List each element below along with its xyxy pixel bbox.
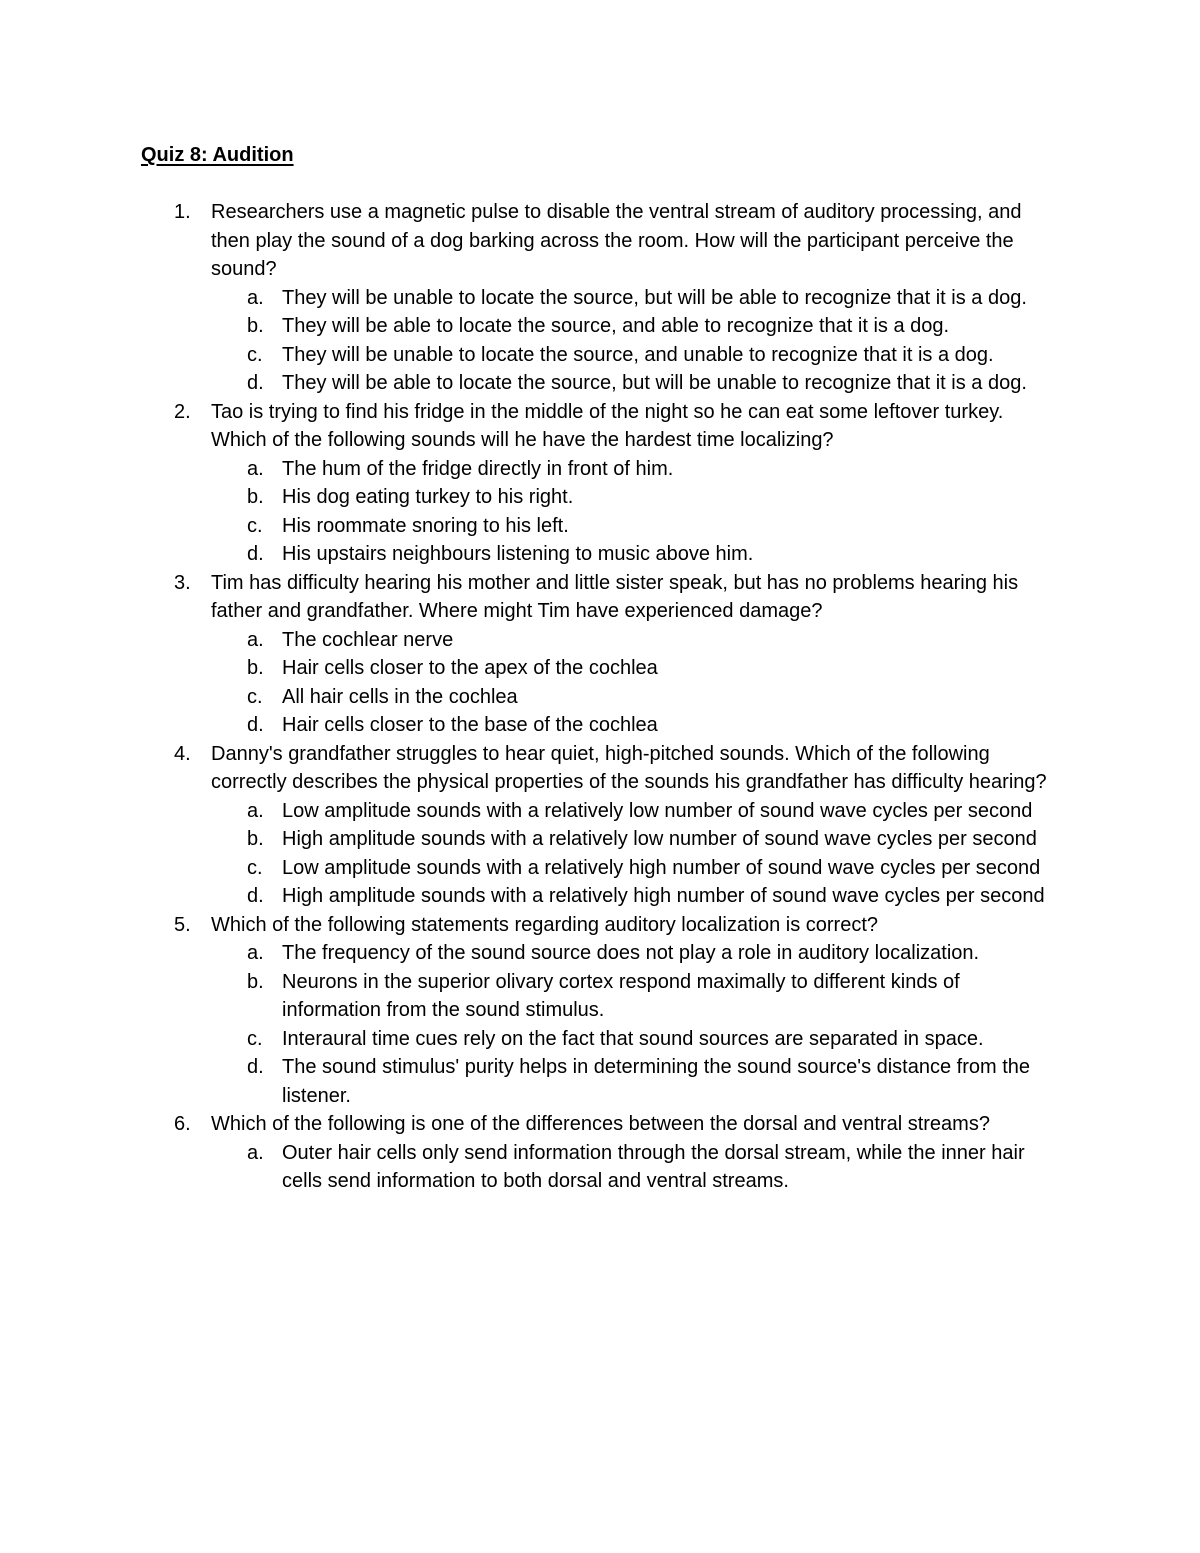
option-text: High amplitude sounds with a relatively low number of sound wave cycles per second	[282, 828, 1037, 850]
option-letter: b.	[247, 970, 264, 993]
option-letter: a.	[247, 286, 264, 309]
answer-option	[211, 512, 1057, 541]
question-item	[0, 398, 1061, 569]
question-number: 3.	[174, 571, 191, 594]
answer-option	[211, 483, 1057, 512]
option-text: They will be unable to locate the source, and unable to recognize that it is a dog.	[282, 343, 994, 366]
answer-option	[211, 797, 1057, 826]
answer-option	[211, 312, 1057, 341]
answer-option	[211, 968, 1057, 1025]
option-letter: a.	[247, 1141, 264, 1164]
option-text: The sound stimulus' purity helps in determining the sound source's distance from the listener.	[282, 1056, 1031, 1107]
option-text: The frequency of the sound source does not play a role in auditory localization.	[282, 942, 980, 964]
answer-option	[211, 711, 1057, 740]
question-number: 4.	[174, 742, 191, 765]
answer-option	[211, 825, 1057, 854]
answer-option	[211, 854, 1057, 883]
answer-option	[211, 284, 1057, 313]
answer-option-list	[211, 455, 1061, 569]
option-text: They will be able to locate the source, but will be unable to recognize that it is a dog.	[282, 372, 1027, 394]
option-text: His upstairs neighbours listening to music above him.	[282, 543, 754, 565]
option-text: Neurons in the superior olivary cortex respond maximally to different kinds of information from the sound stimulus.	[282, 970, 960, 1021]
option-letter: c.	[247, 856, 263, 879]
answer-option	[211, 683, 1057, 712]
question-number: 1.	[174, 201, 191, 223]
question-item	[0, 569, 1061, 740]
answer-option	[211, 369, 1057, 398]
option-text: They will be able to locate the source, and able to recognize that it is a dog.	[282, 315, 950, 337]
answer-option	[211, 540, 1057, 569]
question-number: 2.	[174, 400, 191, 423]
question-item	[0, 198, 1061, 398]
option-text: Low amplitude sounds with a relatively high number of sound wave cycles per second	[282, 856, 1041, 879]
question-list	[0, 198, 1200, 1196]
question-item	[0, 911, 1061, 1111]
option-letter: b.	[247, 486, 264, 508]
answer-option	[211, 939, 1057, 968]
option-letter: d.	[247, 885, 264, 907]
option-letter: d.	[247, 1056, 264, 1078]
question-number: 5.	[174, 913, 191, 936]
question-number: 6.	[174, 1113, 191, 1135]
option-text: All hair cells in the cochlea	[282, 685, 518, 708]
option-letter: c.	[247, 1027, 263, 1050]
question-item	[0, 740, 1061, 911]
option-text: Outer hair cells only send information through the dorsal stream, while the inner hair cells send information to both dorsal and ventral streams.	[282, 1141, 1025, 1192]
option-letter: a.	[247, 942, 264, 964]
option-letter: a.	[247, 628, 264, 651]
option-text: His roommate snoring to his left.	[282, 514, 569, 537]
option-text: Low amplitude sounds with a relatively low number of sound wave cycles per second	[282, 799, 1033, 822]
answer-option	[211, 1139, 1057, 1196]
option-text: They will be unable to locate the source, but will be able to recognize that it is a dog.	[282, 286, 1027, 309]
question-text: Which of the following statements regarding auditory localization is correct?	[211, 913, 878, 936]
option-letter: b.	[247, 315, 264, 337]
option-letter: c.	[247, 685, 263, 708]
question-item	[0, 1110, 1061, 1196]
question-text: Danny's grandfather struggles to hear quiet, high-pitched sounds. Which of the following correctly describes the physical properties of the sounds his grandfather has difficulty hearing?	[211, 742, 1047, 793]
option-text: Hair cells closer to the apex of the cochlea	[282, 657, 658, 679]
answer-option	[211, 1025, 1057, 1054]
answer-option-list	[211, 939, 1061, 1110]
answer-option	[211, 626, 1057, 655]
answer-option	[211, 455, 1057, 484]
option-letter: a.	[247, 799, 264, 822]
answer-option-list	[211, 1139, 1061, 1196]
option-text: The hum of the fridge directly in front of him.	[282, 457, 674, 480]
answer-option-list	[211, 797, 1061, 911]
answer-option	[211, 1053, 1057, 1110]
question-text: Researchers use a magnetic pulse to disable the ventral stream of auditory processing, and then play the sound of a dog barking across the room. How will the participant perceive the sound?	[211, 201, 1022, 280]
option-text: Hair cells closer to the base of the cochlea	[282, 714, 658, 736]
option-letter: b.	[247, 657, 264, 679]
option-text: Interaural time cues rely on the fact that sound sources are separated in space.	[282, 1027, 984, 1050]
answer-option-list	[211, 626, 1061, 740]
option-text: His dog eating turkey to his right.	[282, 486, 574, 508]
option-text: High amplitude sounds with a relatively high number of sound wave cycles per second	[282, 885, 1045, 907]
question-text: Tao is trying to find his fridge in the middle of the night so he can eat some leftover turkey. Which of the following sounds will he have the hardest time localizing?	[211, 400, 1004, 451]
question-text: Which of the following is one of the differences between the dorsal and ventral streams?	[211, 1113, 990, 1135]
option-letter: d.	[247, 714, 264, 736]
answer-option-list	[211, 284, 1061, 398]
option-letter: a.	[247, 457, 264, 480]
answer-option	[211, 882, 1057, 911]
option-letter: b.	[247, 828, 264, 850]
option-letter: c.	[247, 343, 263, 366]
answer-option	[211, 341, 1057, 370]
answer-option	[211, 654, 1057, 683]
option-letter: c.	[247, 514, 263, 537]
option-letter: d.	[247, 372, 264, 394]
question-text: Tim has difficulty hearing his mother and little sister speak, but has no problems hearing his father and grandfather. Where might Tim have experienced damage?	[211, 571, 1019, 622]
option-letter: d.	[247, 543, 264, 565]
option-text: The cochlear nerve	[282, 628, 454, 651]
quiz-title: Quiz 8: Audition	[141, 144, 294, 166]
